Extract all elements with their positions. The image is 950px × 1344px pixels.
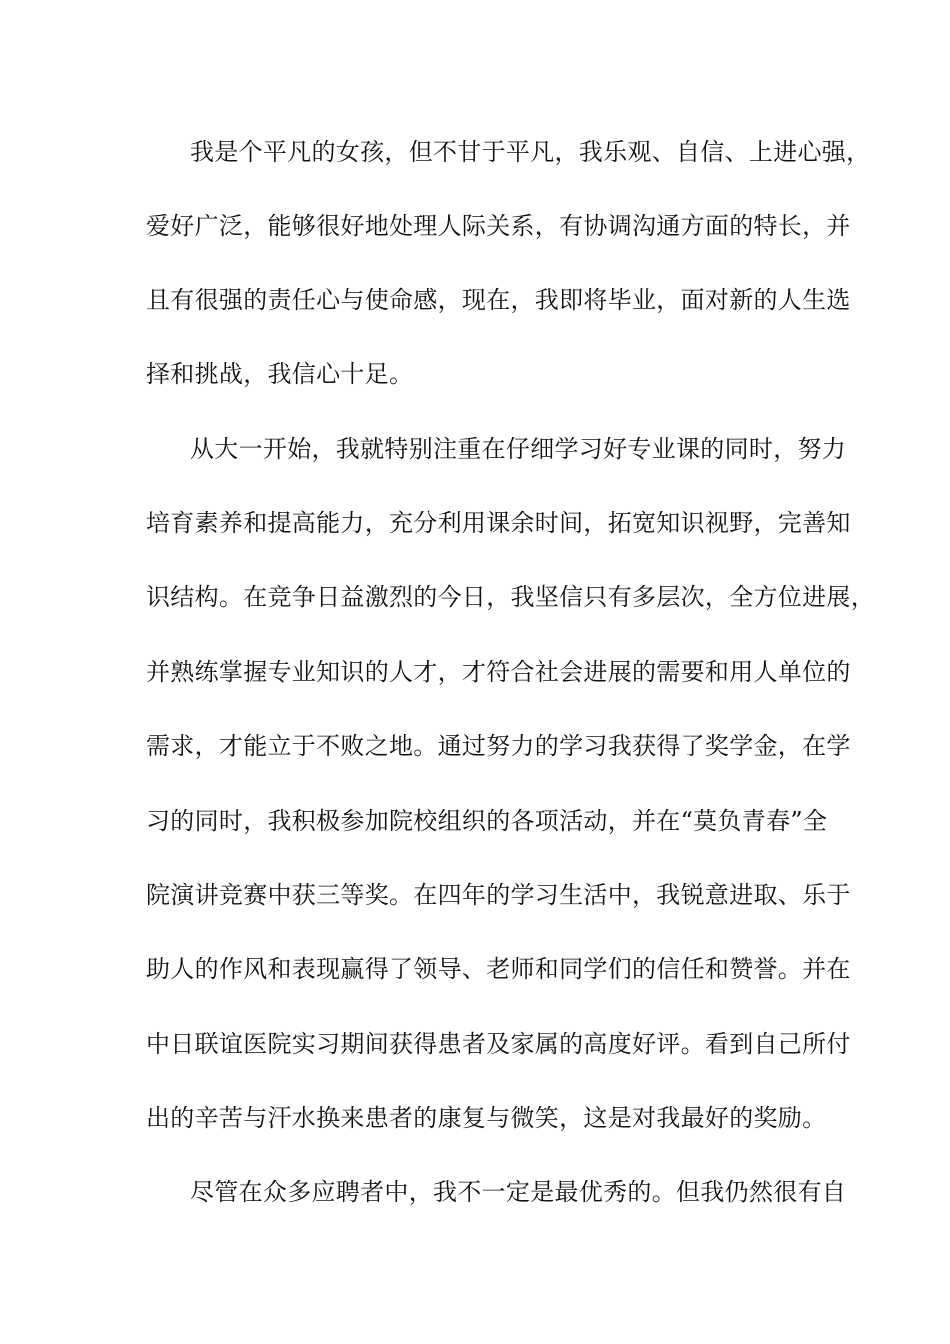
paragraph-2-line-7: 院演讲竞赛中获三等奖。在四年的学习生活中，我锐意进取、乐于 — [146, 881, 851, 909]
paragraph-1-line-2: 爱好广泛，能够很好地处理人际关系，有协调沟通方面的特长，并 — [146, 212, 851, 240]
paragraph-2-line-2: 培育素养和提高能力，充分利用课余时间，拓宽知识视野，完善知 — [146, 509, 851, 537]
paragraph-2-line-9: 中日联谊医院实习期间获得患者及家属的高度好评。看到自己所付 — [146, 1030, 851, 1058]
paragraph-1-line-4: 择和挑战，我信心十足。 — [146, 360, 414, 388]
paragraph-2-line-3: 识结构。在竞争日益激烈的今日，我坚信只有多层次，全方位进展， — [146, 583, 875, 611]
paragraph-2-line-6: 习的同时，我积极参加院校组织的各项活动，并在“莫负青春”全 — [146, 807, 828, 835]
paragraph-2-line-4: 并熟练掌握专业知识的人才，才符合社会进展的需要和用人单位的 — [146, 658, 851, 686]
paragraph-2-line-1: 从大一开始，我就特别注重在仔细学习好专业课的同时，努力 — [190, 435, 847, 463]
paragraph-1-line-1: 我是个平凡的女孩，但不甘于平凡，我乐观、自信、上进心强， — [190, 138, 871, 166]
paragraph-2-line-10: 出的辛苦与汗水换来患者的康复与微笑，这是对我最好的奖励。 — [146, 1104, 827, 1132]
paragraph-1-line-3: 且有很强的责任心与使命感，现在，我即将毕业，面对新的人生选 — [146, 286, 851, 314]
paragraph-2-line-5: 需求，才能立于不败之地。通过努力的学习我获得了奖学金，在学 — [146, 732, 851, 760]
paragraph-3-line-1: 尽管在众多应聘者中，我不一定是最优秀的。但我仍然很有自 — [190, 1178, 847, 1206]
paragraph-2-line-8: 助人的作风和表现赢得了领导、老师和同学们的信任和赞誉。并在 — [146, 955, 851, 983]
